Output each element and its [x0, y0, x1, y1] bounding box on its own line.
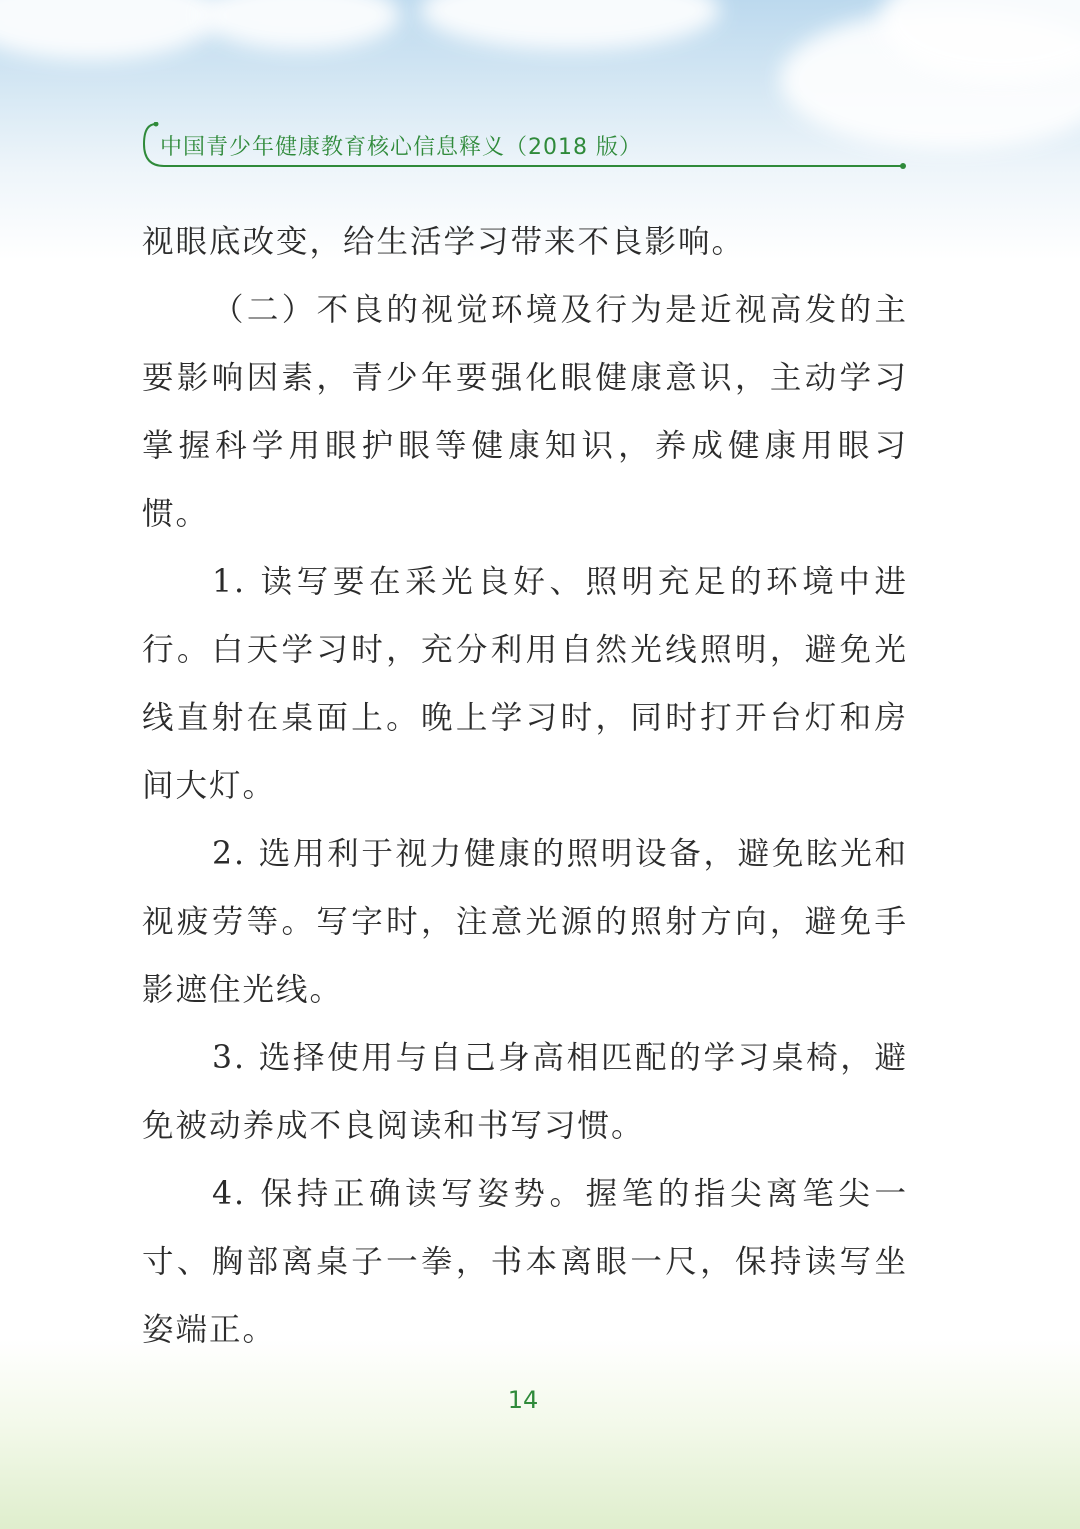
page-number: 14	[507, 1386, 539, 1414]
cloud-decoration	[0, 0, 220, 60]
paragraph: 2. 选用利于视力健康的照明设备，避免眩光和视疲劳等。写字时，注意光源的照射方向，避免手影遮住光线。	[142, 836, 908, 1008]
cloud-decoration	[420, 0, 720, 50]
paragraph: 视眼底改变，给生活学习带来不良影响。	[142, 224, 746, 260]
ground-background	[0, 1339, 1080, 1529]
header-title: 中国青少年健康教育核心信息释义（2018 版）	[160, 135, 642, 160]
paragraph: （二）不良的视觉环境及行为是近视高发的主要影响因素，青少年要强化眼健康意识，主动学习掌握科学用眼护眼等健康知识，养成健康用眼习惯。	[142, 292, 908, 532]
paragraph: 3. 选择使用与自己身高相匹配的学习桌椅，避免被动养成不良阅读和书写习惯。	[142, 1040, 908, 1144]
body-text	[142, 208, 908, 1364]
paragraph: 1. 读写要在采光良好、照明充足的环境中进行。白天学习时，充分利用自然光线照明，避免光线直射在桌面上。晚上学习时，同时打开台灯和房间大灯。	[142, 564, 908, 804]
paragraph: 4. 保持正确读写姿势。握笔的指尖离笔尖一寸、胸部离桌子一拳，书本离眼一尺，保持读写坐姿端正。	[142, 1176, 908, 1348]
cloud-decoration	[200, 0, 400, 50]
running-header	[142, 122, 908, 170]
